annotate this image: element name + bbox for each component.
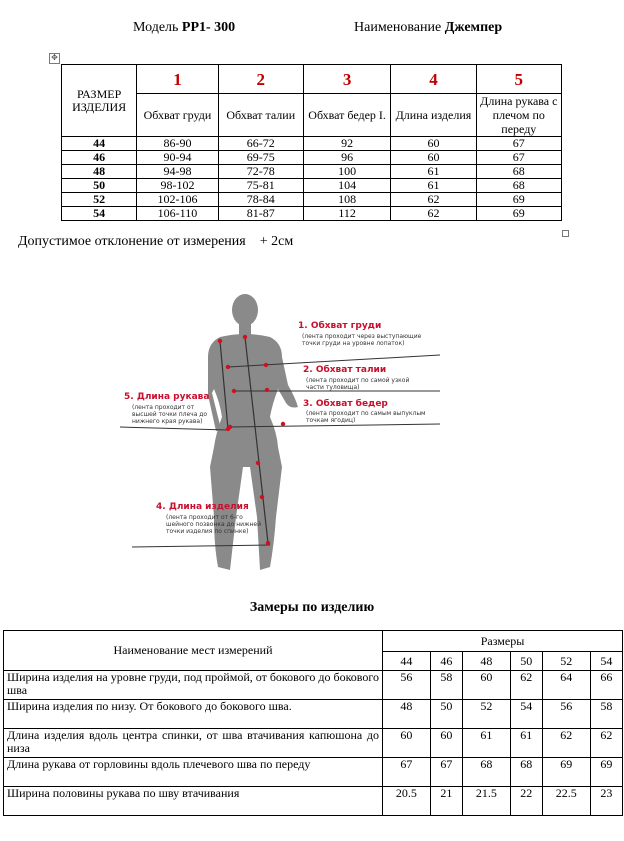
cell: 67 <box>476 151 561 165</box>
cell: 68 <box>510 758 542 787</box>
size-col: 48 <box>462 652 510 671</box>
cell: 66-72 <box>218 137 303 151</box>
cell: 86-90 <box>137 137 218 151</box>
col-label: Обхват талии <box>218 94 303 137</box>
cell: 21 <box>430 787 462 816</box>
table-row <box>4 700 623 729</box>
table-row <box>62 193 562 207</box>
figure-label-2-title: 2. Обхват талии <box>303 365 387 375</box>
cell: 67 <box>383 758 431 787</box>
cell: 54 <box>510 700 542 729</box>
col-label: Длина рукава с плечом по переду <box>476 94 561 137</box>
cell: 62 <box>542 729 590 758</box>
table-row <box>62 165 562 179</box>
tolerance-text: Допустимое отклонение от измерения <box>18 234 246 249</box>
name-heading <box>354 20 502 36</box>
cell: 69 <box>476 207 561 221</box>
cell: 98-102 <box>137 179 218 193</box>
body-measurement-figure <box>110 285 440 590</box>
figure-label-5-note: нижнего края рукава) <box>132 418 203 425</box>
cell: 60 <box>391 151 476 165</box>
figure-label-3-note: (лента проходит по самым выпуклым <box>306 410 426 417</box>
figure-label-3-title: 3. Обхват бедер <box>303 399 388 409</box>
figure-label-4-title: 4. Длина изделия <box>156 502 249 512</box>
cell: 92 <box>303 137 390 151</box>
figure-label-1-title: 1. Обхват груди <box>298 321 382 331</box>
table-row <box>4 758 623 787</box>
measure-name: Длина рукава от горловины вдоль плечевого шва по переду <box>4 758 383 787</box>
cell: 69 <box>476 193 561 207</box>
cell: 81-87 <box>218 207 303 221</box>
col-num: 4 <box>391 65 476 94</box>
col-label: Обхват груди <box>137 94 218 137</box>
cell: 56 <box>542 700 590 729</box>
col-label: Обхват бедер I. <box>303 94 390 137</box>
col-num: 5 <box>476 65 561 94</box>
size-col: 46 <box>430 652 462 671</box>
cell: 61 <box>462 729 510 758</box>
size-header: РАЗМЕР ИЗДЕЛИЯ <box>62 65 137 137</box>
measure-name: Ширина изделия на уровне груди, под проймой, от бокового до бокового шва <box>4 671 383 700</box>
cell: 68 <box>462 758 510 787</box>
cell: 61 <box>510 729 542 758</box>
cell: 58 <box>590 700 622 729</box>
cell: 60 <box>430 729 462 758</box>
name-label: Наименование <box>354 20 442 35</box>
figure-label-2-note: части туловища) <box>306 384 360 391</box>
cell: 22.5 <box>542 787 590 816</box>
cell: 75-81 <box>218 179 303 193</box>
cell: 62 <box>590 729 622 758</box>
cell: 60 <box>462 671 510 700</box>
cell: 78-84 <box>218 193 303 207</box>
cell: 21.5 <box>462 787 510 816</box>
size-table <box>61 64 562 221</box>
figure-label-4-note: шейного позвонка до нижней <box>166 521 261 528</box>
figure-label-5-note: высшей точки плеча до <box>132 411 208 418</box>
figure-label-5-title: 5. Длина рукава <box>124 392 210 402</box>
cell: 69 <box>590 758 622 787</box>
cell: 60 <box>383 729 431 758</box>
cell: 112 <box>303 207 390 221</box>
figure-label-4-note: (лента проходит от 6-го <box>166 514 243 521</box>
table-row <box>4 729 623 758</box>
cell: 104 <box>303 179 390 193</box>
row-size: 48 <box>62 165 137 179</box>
col-num: 3 <box>303 65 390 94</box>
cell: 100 <box>303 165 390 179</box>
row-size: 44 <box>62 137 137 151</box>
sizes-header: Размеры <box>383 631 623 652</box>
cell: 52 <box>462 700 510 729</box>
col-label: Длина изделия <box>391 94 476 137</box>
cell: 62 <box>391 207 476 221</box>
col-num: 2 <box>218 65 303 94</box>
measure-name: Ширина изделия по низу. От бокового до бокового шва. <box>4 700 383 729</box>
model-value: РР1- 300 <box>181 20 236 35</box>
cell: 66 <box>590 671 622 700</box>
model-label: Модель <box>133 20 179 35</box>
cell: 56 <box>383 671 431 700</box>
cell: 50 <box>430 700 462 729</box>
cell: 23 <box>590 787 622 816</box>
cell: 48 <box>383 700 431 729</box>
table-row <box>62 179 562 193</box>
cell: 61 <box>391 165 476 179</box>
size-col: 54 <box>590 652 622 671</box>
tolerance-note <box>18 234 293 250</box>
cell: 96 <box>303 151 390 165</box>
figure-label-5-note: (лента проходит от <box>132 404 195 411</box>
cell: 68 <box>476 179 561 193</box>
name-value: Джемпер <box>444 20 503 35</box>
table-row <box>4 671 623 700</box>
row-size: 52 <box>62 193 137 207</box>
col-num: 1 <box>137 65 218 94</box>
cell: 68 <box>476 165 561 179</box>
figure-label-2-note: (лента проходит по самой узкой <box>306 377 410 384</box>
table-row <box>62 151 562 165</box>
figure-label-4-note: точки изделия по спинке) <box>166 528 249 535</box>
measure-name: Длина изделия вдоль центра спинки, от шва втачивания капюшона до низа <box>4 729 383 758</box>
tolerance-value: + 2см <box>259 234 294 249</box>
cell: 108 <box>303 193 390 207</box>
table-resize-handle[interactable] <box>562 230 569 237</box>
cell: 62 <box>391 193 476 207</box>
size-col: 52 <box>542 652 590 671</box>
table-move-handle-icon[interactable]: ✥ <box>49 53 60 64</box>
cell: 69-75 <box>218 151 303 165</box>
cell: 94-98 <box>137 165 218 179</box>
size-col: 44 <box>383 652 431 671</box>
cell: 20.5 <box>383 787 431 816</box>
name-header: Наименование мест измерений <box>4 631 383 671</box>
model-heading <box>133 20 235 36</box>
cell: 106-110 <box>137 207 218 221</box>
measure-table-title: Замеры по изделию <box>249 600 375 615</box>
measure-name: Ширина половины рукава по шву втачивания <box>4 787 383 816</box>
figure-label-3-note: точкам ягодиц) <box>306 417 356 424</box>
cell: 69 <box>542 758 590 787</box>
row-size: 46 <box>62 151 137 165</box>
measure-table <box>3 630 623 816</box>
cell: 67 <box>430 758 462 787</box>
cell: 64 <box>542 671 590 700</box>
cell: 58 <box>430 671 462 700</box>
cell: 102-106 <box>137 193 218 207</box>
figure-label-1-note: (лента проходит через выступающие <box>302 333 422 340</box>
row-size: 54 <box>62 207 137 221</box>
table-row <box>4 787 623 816</box>
cell: 67 <box>476 137 561 151</box>
cell: 90-94 <box>137 151 218 165</box>
figure-label-1-note: точки груди на уровне лопаток) <box>302 340 405 347</box>
cell: 22 <box>510 787 542 816</box>
cell: 61 <box>391 179 476 193</box>
size-col: 50 <box>510 652 542 671</box>
cell: 72-78 <box>218 165 303 179</box>
cell: 60 <box>391 137 476 151</box>
cell: 62 <box>510 671 542 700</box>
table-row <box>62 207 562 221</box>
table-row <box>62 137 562 151</box>
row-size: 50 <box>62 179 137 193</box>
